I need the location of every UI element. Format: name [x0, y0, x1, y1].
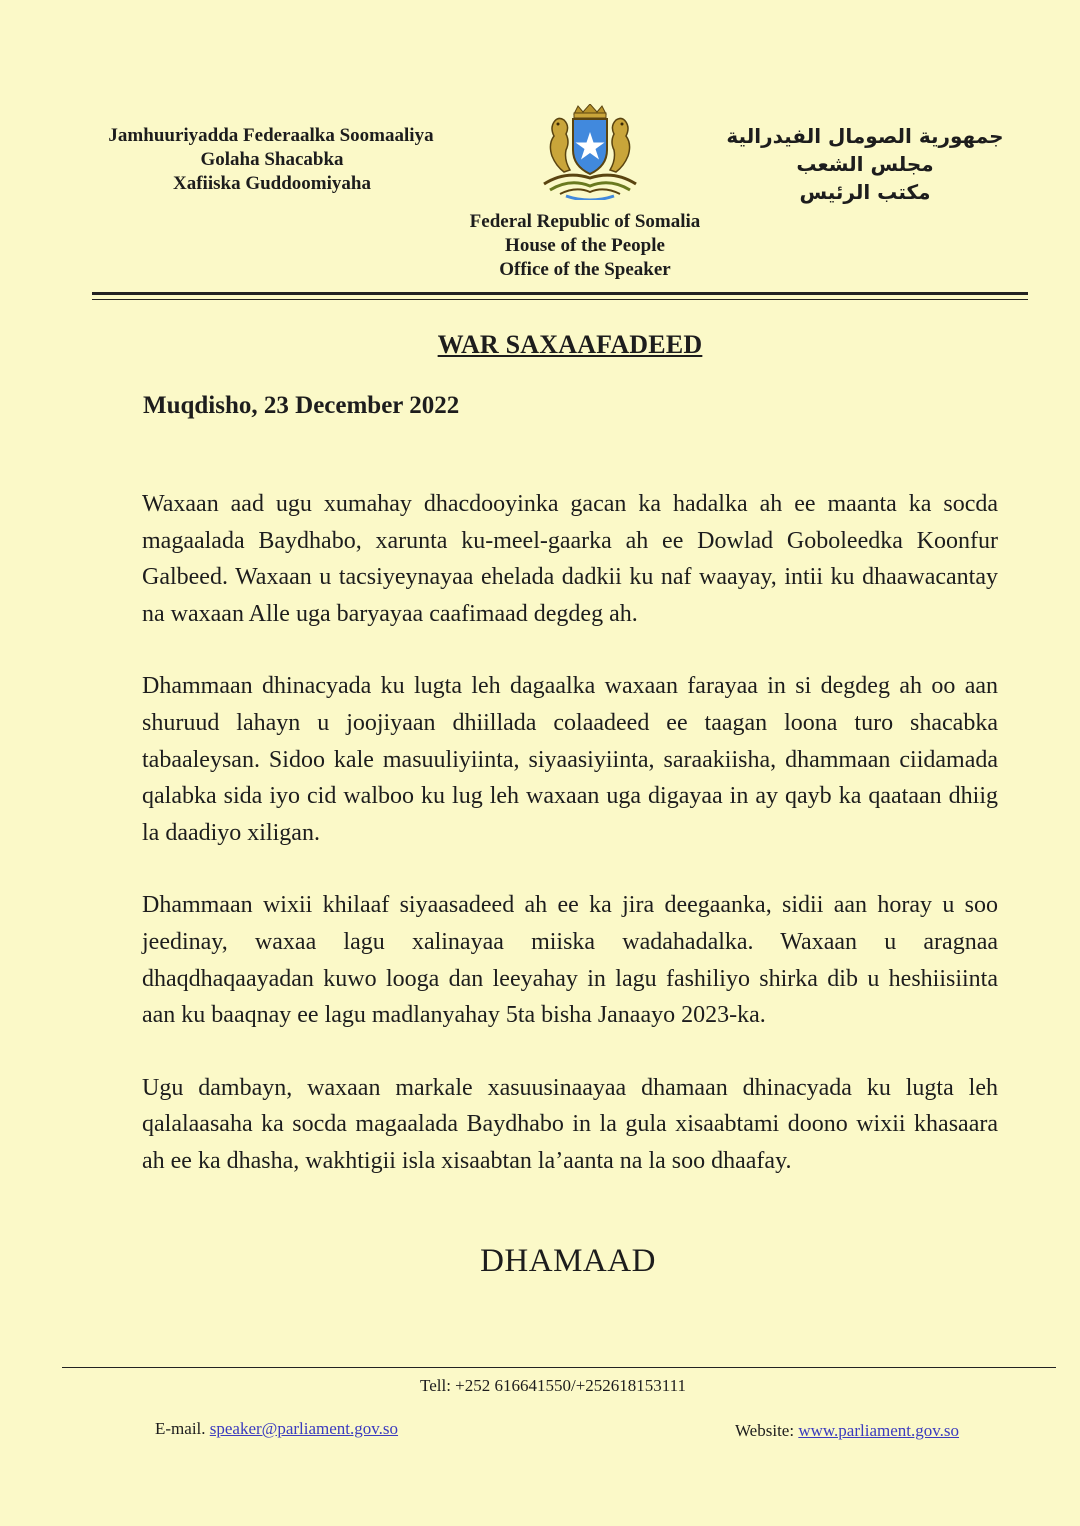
header-divider-thick — [92, 292, 1028, 295]
header-arabic-line-1: جمهورية الصومال الفيدرالية — [726, 124, 1004, 148]
header-somali-line-2: Golaha Shacabka — [200, 149, 344, 170]
footer-telephone: Tell: +252 616641550/+252618153111 — [420, 1376, 687, 1395]
paragraph-1: Waxaan aad ugu xumahay dhacdooyinka gacan ka hadalka ah ee maanta ka socda magaalada Baydhabo, xarunta ku-meel-gaarka ah ee Dowlad Goboleedka Koonfur Galbeed. Waxaan u tacsiyeynayaa ehelada dadkii ku naf waayay, intii ku dhaawacantay na waxaan Alle uga baryayaa caafimaad degdeg ah. — [142, 491, 998, 627]
website-link[interactable]: www.parliament.gov.so — [798, 1421, 959, 1440]
header-english-line-3: Office of the Speaker — [499, 259, 671, 280]
header-somali-block — [92, 124, 452, 196]
header-arabic-line-2: مجلس الشعب — [796, 152, 934, 176]
paragraph-2: Dhammaan dhinacyada ku lugta leh dagaalka waxaan farayaa in si degdeg ah oo aan shuruud lahayn u joojiyaan dhiillada colaadeed ee taagan loona turo shacabka tabaaleysan. Sidoo kale masuuliyiinta, siyaasiyiinta, saraakiisha, dhammaan ciidamada qalabka sida iyo cid walboo ku lug leh waxaan uga digayaa in ay qayb ka qaataan dhiig la daadiyo xiligan. — [142, 673, 998, 846]
email-label: E-mail. — [155, 1419, 206, 1438]
paragraph-4: Ugu dambayn, waxaan markale xasuusinaayaa dhamaan dhinacyada ku lugta leh qalalaasaha ka socda magaalada Baydhabo in la gula xisaabtami doono wixii khasaara ah ee ka dhasha, wakhtigii isla xisaabtan la’aanta na la soo dhaafay. — [142, 1074, 998, 1174]
footer-website — [735, 1421, 959, 1441]
footer-email — [155, 1419, 398, 1439]
email-link[interactable]: speaker@parliament.gov.so — [209, 1419, 399, 1438]
date-line: Muqdisho, 23 December 2022 — [143, 392, 460, 419]
footer-divider — [62, 1367, 1056, 1368]
header-arabic-block — [720, 122, 1010, 206]
closing-mark: DHAMAAD — [480, 1243, 656, 1279]
header-english-block — [440, 210, 730, 282]
header-arabic-line-3: مكتب الرئيس — [799, 180, 931, 204]
header-english-line-2: House of the People — [505, 235, 665, 256]
header-somali-line-1: Jamhuuriyadda Federaalka Soomaaliya — [108, 125, 434, 146]
header-somali-line-3: Xafiiska Guddoomiyaha — [173, 173, 371, 194]
header-divider-thin — [92, 299, 1028, 300]
header-english-line-1: Federal Republic of Somalia — [469, 211, 701, 232]
document-title: WAR SAXAAFADEED — [437, 330, 703, 359]
document-body — [142, 486, 998, 1216]
coat-of-arms-icon — [536, 104, 644, 200]
website-label: Website: — [735, 1421, 795, 1440]
paragraph-3: Dhammaan wixii khilaaf siyaasadeed ah ee ka jira deegaanka, sidii aan horay u soo jeedinay, waxaa lagu xalinayaa miiska wadahadalka. Waxaan u aragnaa dhaqdhaqaayadan kuwo looga dan leeyahay in lagu fashiliyo shirka dib u heshiisiinta aan ku baaqnay ee lagu madlanyahay 5ta bisha Janaayo 2023-ka. — [142, 892, 998, 1029]
